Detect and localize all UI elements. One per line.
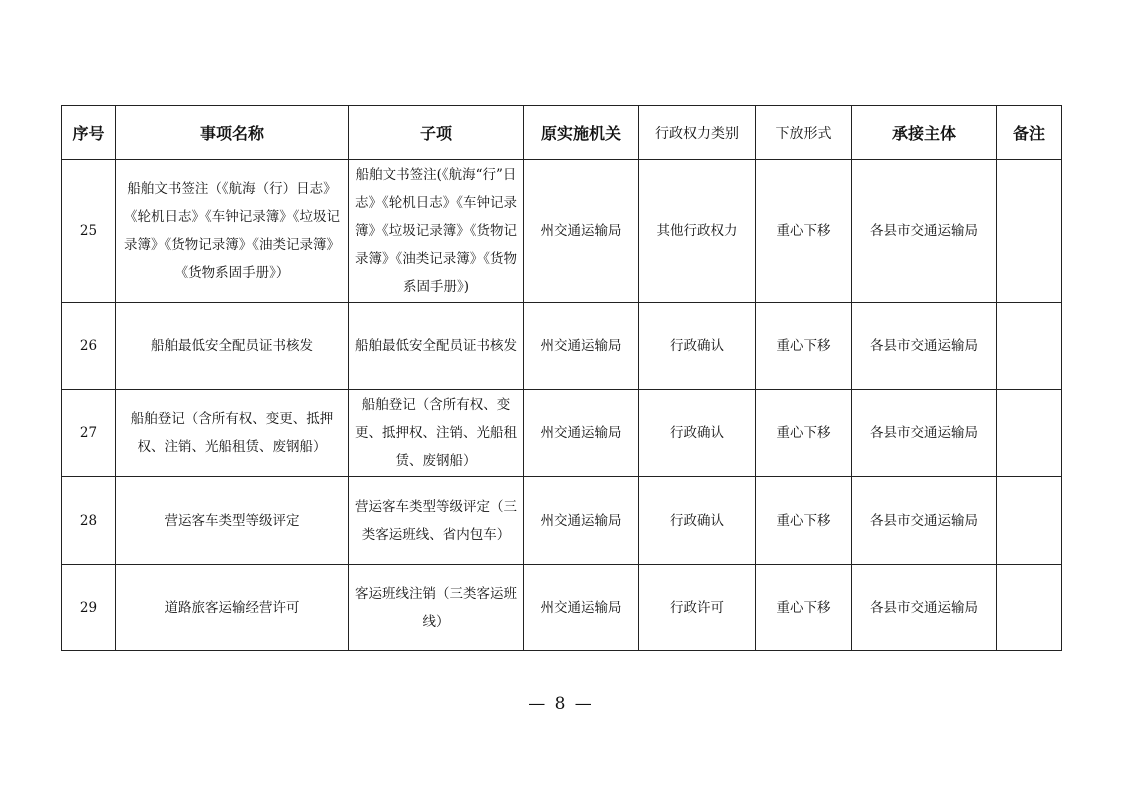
- cell-seq: 28: [62, 477, 116, 565]
- table-row: [62, 390, 1062, 477]
- cell-receiver: 各县市交通运输局: [852, 390, 997, 477]
- cell-seq: 27: [62, 390, 116, 477]
- cell-name: [116, 160, 349, 303]
- cell-delegation: 重心下移: [756, 565, 852, 651]
- cell-power-type: 行政确认: [639, 477, 756, 565]
- cell-remarks: [997, 303, 1062, 390]
- header-power-type: 行政权力类别: [639, 106, 756, 160]
- cell-seq: 25: [62, 160, 116, 303]
- cell-subitem-text: 船舶文书签注(《航海“行”日志》《轮机日志》《车钟记录簿》《垃圾记录簿》《货物记录簿》《油类记录簿》《货物系固手册》): [355, 167, 517, 295]
- header-remarks: 备注: [997, 106, 1062, 160]
- cell-remarks: [997, 477, 1062, 565]
- cell-name-text: 道路旅客运输经营许可: [164, 599, 300, 616]
- header-receiver: 承接主体: [852, 106, 997, 160]
- items-table: [61, 105, 1062, 651]
- cell-subitem-text: 营运客车类型等级评定（三类客运班线、省内包车）: [355, 498, 517, 543]
- cell-orig-agency: 州交通运输局: [524, 477, 639, 565]
- cell-seq: 26: [62, 303, 116, 390]
- cell-subitem: [349, 477, 524, 565]
- cell-orig-agency: 州交通运输局: [524, 390, 639, 477]
- cell-orig-agency: 州交通运输局: [524, 303, 639, 390]
- cell-orig-agency: 州交通运输局: [524, 160, 639, 303]
- cell-name-text: 船舶文书签注（《航海（行）日志》《轮机日志》《车钟记录簿》《垃圾记录簿》《货物记录簿》《油类记录簿》《货物系固手册》）: [124, 181, 340, 281]
- cell-power-type: 行政确认: [639, 303, 756, 390]
- cell-power-type: 行政确认: [639, 390, 756, 477]
- cell-orig-agency: 州交通运输局: [524, 565, 639, 651]
- cell-subitem: [349, 390, 524, 477]
- cell-delegation: 重心下移: [756, 303, 852, 390]
- cell-subitem: [349, 160, 524, 303]
- cell-receiver: 各县市交通运输局: [852, 565, 997, 651]
- cell-name: [116, 477, 349, 565]
- cell-power-type: 行政许可: [639, 565, 756, 651]
- cell-name-text: 船舶最低安全配员证书核发: [151, 338, 313, 354]
- header-subitem: 子项: [349, 106, 524, 160]
- cell-name: [116, 303, 349, 390]
- header-name: 事项名称: [116, 106, 349, 160]
- header-delegation: 下放形式: [756, 106, 852, 160]
- cell-delegation: 重心下移: [756, 477, 852, 565]
- cell-delegation: 重心下移: [756, 390, 852, 477]
- cell-power-type: 其他行政权力: [639, 160, 756, 303]
- table-row: [62, 303, 1062, 390]
- cell-seq: 29: [62, 565, 116, 651]
- table-header-row: [62, 106, 1062, 160]
- cell-remarks: [997, 390, 1062, 477]
- cell-subitem-text: 船舶最低安全配员证书核发: [355, 338, 517, 354]
- cell-subitem-text: 船舶登记（含所有权、变更、抵押权、注销、光船租赁、废钢船）: [355, 397, 517, 469]
- table-row: [62, 565, 1062, 651]
- cell-name: [116, 565, 349, 651]
- table-row: [62, 160, 1062, 303]
- cell-name-text: 船舶登记（含所有权、变更、抵押权、注销、光船租赁、废钢船）: [130, 411, 334, 455]
- page-number: — 8 —: [528, 694, 594, 714]
- cell-remarks: [997, 565, 1062, 651]
- table-row: [62, 477, 1062, 565]
- cell-remarks: [997, 160, 1062, 303]
- cell-name: [116, 390, 349, 477]
- cell-subitem-text: 客运班线注销（三类客运班线）: [355, 585, 517, 630]
- header-orig-agency: 原实施机关: [524, 106, 639, 160]
- header-seq: 序号: [62, 106, 116, 160]
- cell-delegation: 重心下移: [756, 160, 852, 303]
- cell-subitem: [349, 303, 524, 390]
- cell-receiver: 各县市交通运输局: [852, 303, 997, 390]
- cell-receiver: 各县市交通运输局: [852, 160, 997, 303]
- cell-receiver: 各县市交通运输局: [852, 477, 997, 565]
- cell-name-text: 营运客车类型等级评定: [164, 512, 300, 529]
- cell-subitem: [349, 565, 524, 651]
